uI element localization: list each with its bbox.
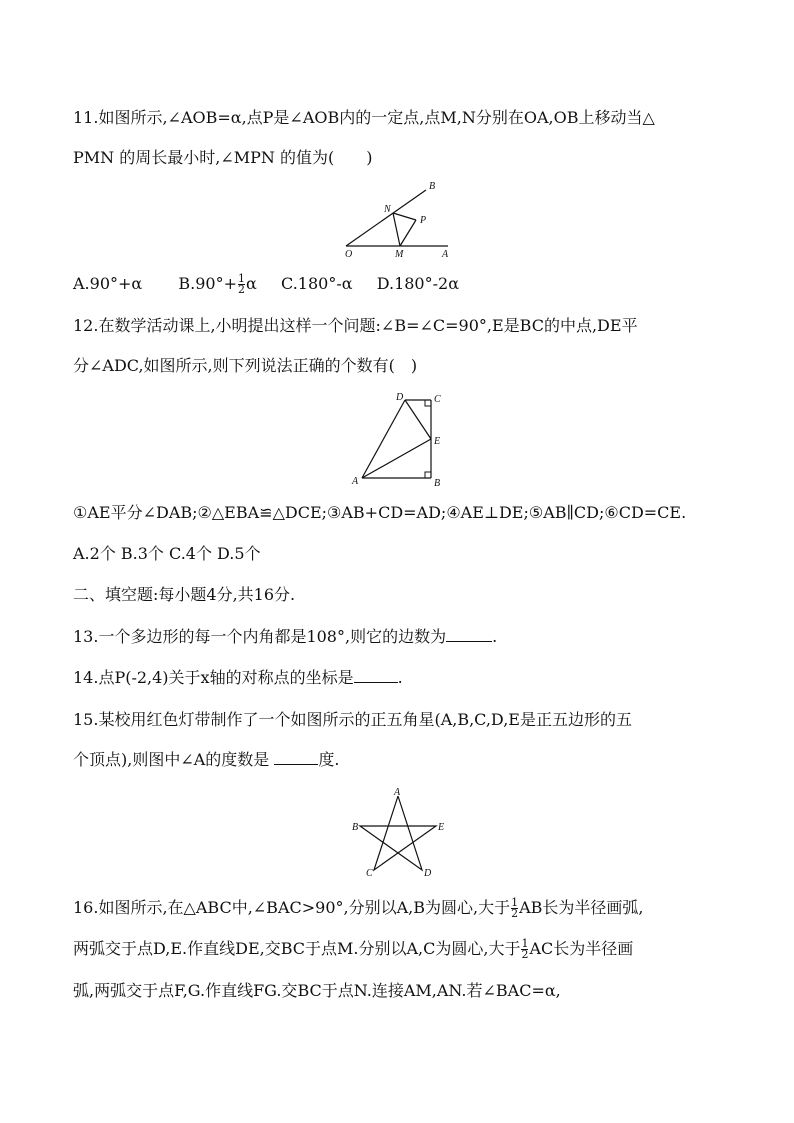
q11-option-a: A.90°+α: [73, 274, 143, 293]
q11-figure: [338, 178, 468, 260]
q13-blank: [446, 627, 492, 642]
q16-line-2: 两弧交于点D,E.作直线DE,交BC于点M.分别以A,C为圆心,大于 $\frac{1}{2}$ AC长为半径画: [73, 937, 634, 961]
q11-label-a: A: [442, 249, 449, 260]
q12-label-b: B: [434, 478, 441, 489]
q15-label-b: B: [352, 822, 359, 833]
q11-option-b-prefix: B.90°+: [178, 274, 238, 293]
q16-line-1: 16.如图所示,在△ABC中,∠BAC>90°,分别以A,B为圆心,大于 $\frac{1}{2}$ AB长为半径画弧,: [73, 896, 644, 920]
q12-line-1: 12.在数学活动课上,小明提出这样一个问题:∠B=∠C=90°,E是BC的中点,DE平: [73, 316, 638, 335]
q12-options: A.2个 B.3个 C.4个 D.5个: [73, 544, 261, 563]
q15-line-1: 15.某校用红色灯带制作了一个如图所示的正五角星(A,B,C,D,E是正五边形的五: [73, 710, 632, 729]
q11-label-m: M: [395, 249, 404, 260]
q15-label-d: D: [424, 868, 432, 879]
q16-fraction-1: $\frac{1}{2}$: [511, 896, 519, 920]
q11-label-b: B: [429, 181, 436, 192]
q11-option-d: D.180°-2α: [376, 274, 459, 293]
q12-label-a: A: [352, 476, 359, 487]
q11-label-p: P: [420, 215, 427, 226]
q12-label-c: C: [434, 394, 441, 405]
section-2-heading: 二、填空题:每小题4分,共16分.: [73, 585, 296, 604]
q12-line-2: 分∠ADC,如图所示,则下列说法正确的个数有( ): [73, 356, 418, 375]
q14-blank: [354, 668, 398, 683]
q11-label-n: N: [384, 204, 391, 215]
q11-option-b-fraction: $\frac{1}{2}$: [238, 272, 246, 296]
q15-label-c: C: [366, 868, 373, 879]
q12-statements: ①AE平分∠DAB;②△EBA≌△DCE;③AB+CD=AD;④AE⊥DE;⑤AB∥CD;⑥CD=CE.: [73, 503, 687, 522]
q11-option-b-suffix: α: [246, 274, 257, 293]
q11-label-o: O: [345, 249, 353, 260]
q11-options: [73, 274, 459, 295]
q14-text: 14.点P(-2,4)关于x轴的对称点的坐标是: [73, 668, 354, 687]
q15-label-a: A: [394, 787, 401, 798]
q12-label-d: D: [396, 392, 404, 403]
q15-blank: [274, 750, 318, 765]
q14: 14.点P(-2,4)关于x轴的对称点的坐标是 .: [73, 668, 403, 687]
q16-line-3: 弧,两弧交于点F,G.作直线FG.交BC于点N.连接AM,AN.若∠BAC=α,: [73, 981, 561, 1000]
q12-label-e: E: [434, 436, 441, 447]
q12-figure: [348, 388, 448, 490]
q15-line-2: 个顶点),则图中∠A的度数是 度.: [73, 750, 340, 769]
q16-fraction-2: $\frac{1}{2}$: [521, 937, 529, 961]
q13: 13.一个多边形的每一个内角都是108°,则它的边数为 .: [73, 627, 498, 646]
q15-label-e: E: [438, 822, 445, 833]
q11-line-1: 11.如图所示,∠AOB=α,点P是∠AOB内的一定点,点M,N分别在OA,OB上移动当△: [73, 108, 655, 127]
q13-text: 13.一个多边形的每一个内角都是108°,则它的边数为: [73, 627, 447, 646]
q11-option-c: C.180°-α: [281, 274, 353, 293]
q11-line-2: PMN 的周长最小时,∠MPN 的值为( ): [73, 148, 373, 167]
q15-star-figure: [342, 784, 448, 882]
